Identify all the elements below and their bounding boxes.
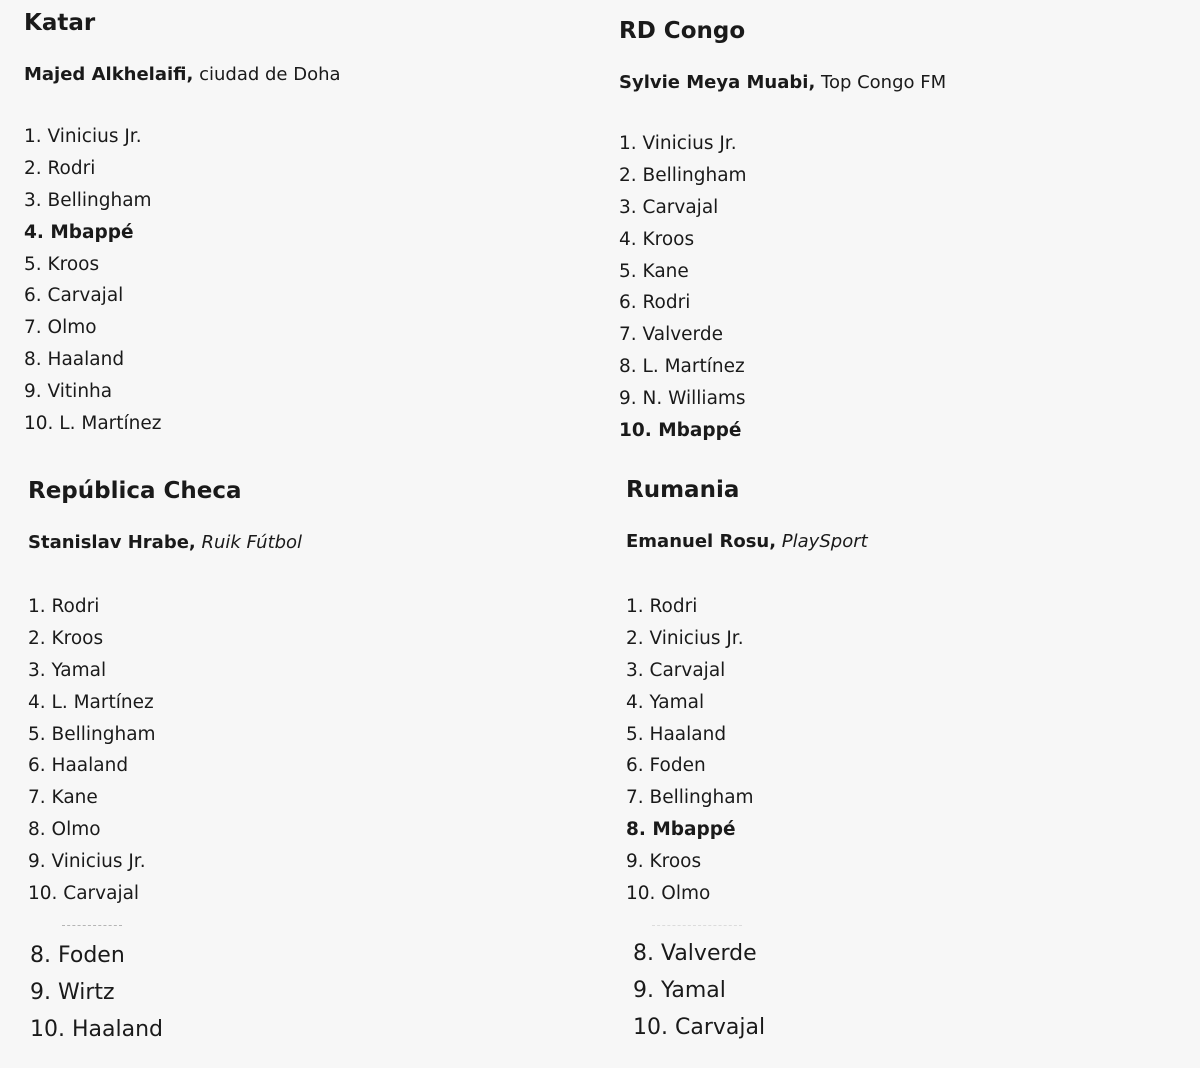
- journalist-name: Sylvie Meya Muabi,: [619, 72, 816, 93]
- ranking-item: 8. Foden: [30, 943, 125, 968]
- journalist-line: [619, 74, 946, 92]
- ranking-item: 8. Olmo: [28, 819, 101, 841]
- ranking-item: 4. Kroos: [619, 228, 695, 250]
- ranking-item: 6. Haaland: [28, 755, 129, 777]
- section-rd-congo: [619, 20, 946, 447]
- ranking-item: 7. Valverde: [619, 324, 723, 346]
- journalist-media: ciudad de Doha: [193, 64, 341, 85]
- ranking-item: 2. Bellingham: [619, 164, 747, 186]
- ranking-item: 4. L. Martínez: [28, 691, 154, 713]
- ranking-item: 8. Valverde: [633, 941, 757, 966]
- ranking-item: 10. Mbappé: [619, 420, 742, 442]
- ranking-item: 1. Vinicius Jr.: [619, 133, 737, 154]
- ranking-item: 4. Yamal: [626, 691, 705, 713]
- journalist-media: PlaySport: [776, 531, 868, 552]
- ranking-item: 3. Carvajal: [626, 659, 726, 681]
- country-heading: Katar: [24, 10, 96, 36]
- ranking-item: 3. Bellingham: [24, 189, 152, 211]
- ranking-item: 3. Carvajal: [619, 196, 719, 218]
- ranking-item: 5. Haaland: [626, 723, 727, 745]
- ranking-item: 8. Haaland: [24, 349, 125, 371]
- ranking-item: 9. Wirtz: [30, 980, 115, 1005]
- journalist-media: Top Congo FM: [815, 72, 947, 93]
- tail-left: [30, 937, 163, 1048]
- ranking-item: 5. Bellingham: [28, 723, 156, 745]
- ranking-item: 9. Kroos: [626, 851, 702, 873]
- ranking-item: 5. Kane: [619, 260, 689, 282]
- ranking-item: 7. Bellingham: [626, 787, 754, 809]
- ranking-item: 4. Mbappé: [24, 221, 134, 243]
- section-rumania: [626, 479, 868, 910]
- crop-divider: [652, 925, 742, 927]
- ranking-item: 2. Kroos: [28, 627, 104, 649]
- journalist-name: Stanislav Hrabe,: [28, 532, 196, 553]
- ranking-item: 1. Rodri: [28, 596, 100, 617]
- ranking-item: 2. Vinicius Jr.: [626, 627, 744, 649]
- ranking-item: 10. Haaland: [30, 1017, 163, 1042]
- crop-divider: [62, 925, 122, 927]
- ranking-list: [28, 591, 302, 910]
- ranking-list: [626, 591, 868, 910]
- ranking-item: 6. Foden: [626, 755, 706, 777]
- journalist-line: [28, 534, 302, 552]
- country-heading: RD Congo: [619, 18, 746, 44]
- ranking-item: 6. Rodri: [619, 292, 691, 314]
- ranking-list: [24, 121, 341, 440]
- ranking-item: 9. Vinicius Jr.: [28, 851, 146, 873]
- country-heading: República Checa: [28, 478, 242, 504]
- ranking-list-tail: [30, 937, 163, 1048]
- ranking-item: 7. Olmo: [24, 317, 97, 339]
- ranking-list-tail: [633, 935, 765, 1046]
- journalist-name: Majed Alkhelaifi,: [24, 64, 194, 85]
- section-katar: [24, 12, 341, 440]
- ranking-item: 3. Yamal: [28, 659, 107, 681]
- ranking-item: 9. N. Williams: [619, 388, 746, 410]
- ranking-item: 10. Olmo: [626, 883, 711, 905]
- ranking-item: 7. Kane: [28, 787, 98, 809]
- journalist-media: Ruik Fútbol: [195, 532, 303, 553]
- ranking-item: 9. Vitinha: [24, 381, 113, 403]
- ranking-item: 10. L. Martínez: [24, 413, 162, 435]
- ranking-item: 1. Vinicius Jr.: [24, 126, 142, 147]
- tail-right: [633, 935, 765, 1046]
- ranking-item: 6. Carvajal: [24, 285, 124, 307]
- journalist-line: [626, 533, 868, 551]
- ranking-item: 8. L. Martínez: [619, 356, 745, 378]
- section-republica-checa: [28, 480, 302, 910]
- ranking-item: 8. Mbappé: [626, 819, 736, 841]
- ranking-item: 2. Rodri: [24, 157, 96, 179]
- ranking-item: 1. Rodri: [626, 596, 698, 617]
- ranking-item: 10. Carvajal: [28, 883, 140, 905]
- journalist-line: [24, 66, 341, 84]
- ranking-item: 5. Kroos: [24, 253, 100, 275]
- country-heading: Rumania: [626, 477, 740, 503]
- ranking-item: 10. Carvajal: [633, 1015, 766, 1040]
- ranking-item: 9. Yamal: [633, 978, 726, 1003]
- ranking-list: [619, 128, 946, 447]
- journalist-name: Emanuel Rosu,: [626, 531, 777, 552]
